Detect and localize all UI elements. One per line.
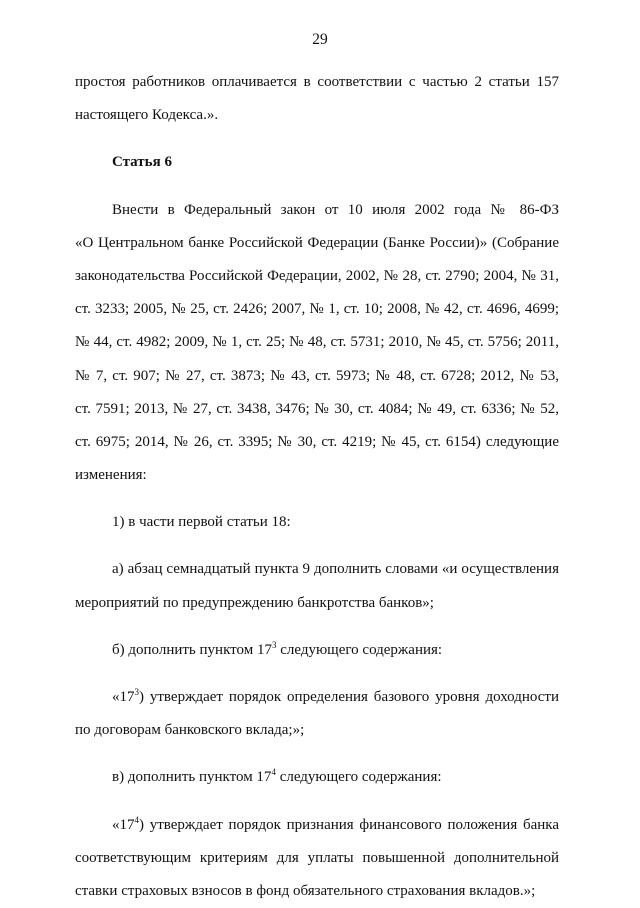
text-line xyxy=(75,681,559,714)
text-line: а) абзац семнадцатый пункта 9 дополнить словами «и осуществления xyxy=(112,561,559,578)
text-line: настоящего Кодекса.». xyxy=(75,107,219,124)
intro-paragraph xyxy=(75,66,559,132)
superscript: 3 xyxy=(134,687,139,697)
text-fragment: следующего содержания: xyxy=(275,769,442,786)
text-fragment: «17 xyxy=(112,816,135,833)
text-line: № 44, ст. 4982; 2009, № 1, ст. 25; № 48, ст. 5731; 2010, № 45, ст. 5756; 2011, xyxy=(75,334,559,351)
text-line: простоя работников оплачивается в соответствии с частью 2 статьи 157 xyxy=(75,74,559,90)
text-line: ст. 7591; 2013, № 27, ст. 3438, 3476; № 30, ст. 4084; № 49, ст. 6336; № 52, xyxy=(75,400,559,417)
quote-c xyxy=(75,809,559,908)
document-body xyxy=(75,66,559,908)
subitem-c xyxy=(75,761,559,794)
quote-b xyxy=(75,681,559,747)
text-line: ст. 6975; 2014, № 26, ст. 3395; № 30, ст. 4219; № 45, ст. 6154) следующие xyxy=(75,433,559,450)
superscript: 4 xyxy=(271,767,276,778)
amendment-paragraph xyxy=(75,194,559,493)
text-line: соответствующим критериям для уплаты повышенной дополнительной xyxy=(75,849,559,866)
text-fragment: ) утверждает порядок определения базового уровня доходности xyxy=(139,689,559,705)
list-item: 1) в части первой статьи 18: xyxy=(112,514,291,531)
text-fragment: «17 xyxy=(112,689,135,705)
subitem-b xyxy=(75,634,559,667)
text-line: Внести в Федеральный закон от 10 июля 2002 года № 86-ФЗ xyxy=(112,201,559,218)
superscript: 3 xyxy=(271,639,277,650)
article-heading: Статья 6 xyxy=(112,154,172,171)
text-fragment: следующего содержания: xyxy=(276,641,443,658)
text-line: изменения: xyxy=(75,467,147,484)
subitem-a xyxy=(75,553,559,619)
text-line: мероприятий по предупреждению банкротства банков»; xyxy=(75,594,434,611)
text-fragment: в) дополнить пунктом 17 xyxy=(112,769,272,786)
text-line: ставки страховых взносов в фонд обязательного страхования вкладов.»; xyxy=(75,882,536,899)
text-line: по договорам банковского вклада;»; xyxy=(75,722,305,739)
text-line: № 7, ст. 907; № 27, ст. 3873; № 43, ст. 5973; № 48, ст. 6728; 2012, № 53, xyxy=(75,367,559,384)
text-fragment: б) дополнить пунктом 17 xyxy=(112,641,272,658)
superscript: 4 xyxy=(134,814,139,825)
text-fragment: ) утверждает порядок признания финансового положения банка xyxy=(139,816,559,833)
text-line: ст. 3233; 2005, № 25, ст. 2426; 2007, № 1, ст. 10; 2008, № 42, ст. 4696, 4699; xyxy=(75,301,559,318)
text-line xyxy=(75,809,559,842)
text-line: законодательства Российской Федерации, 2002, № 28, ст. 2790; 2004, № 31, xyxy=(75,267,559,284)
page-number: 29 xyxy=(312,31,328,48)
text-line: «О Центральном банке Российской Федерации (Банке России)» (Собрание xyxy=(75,234,559,251)
